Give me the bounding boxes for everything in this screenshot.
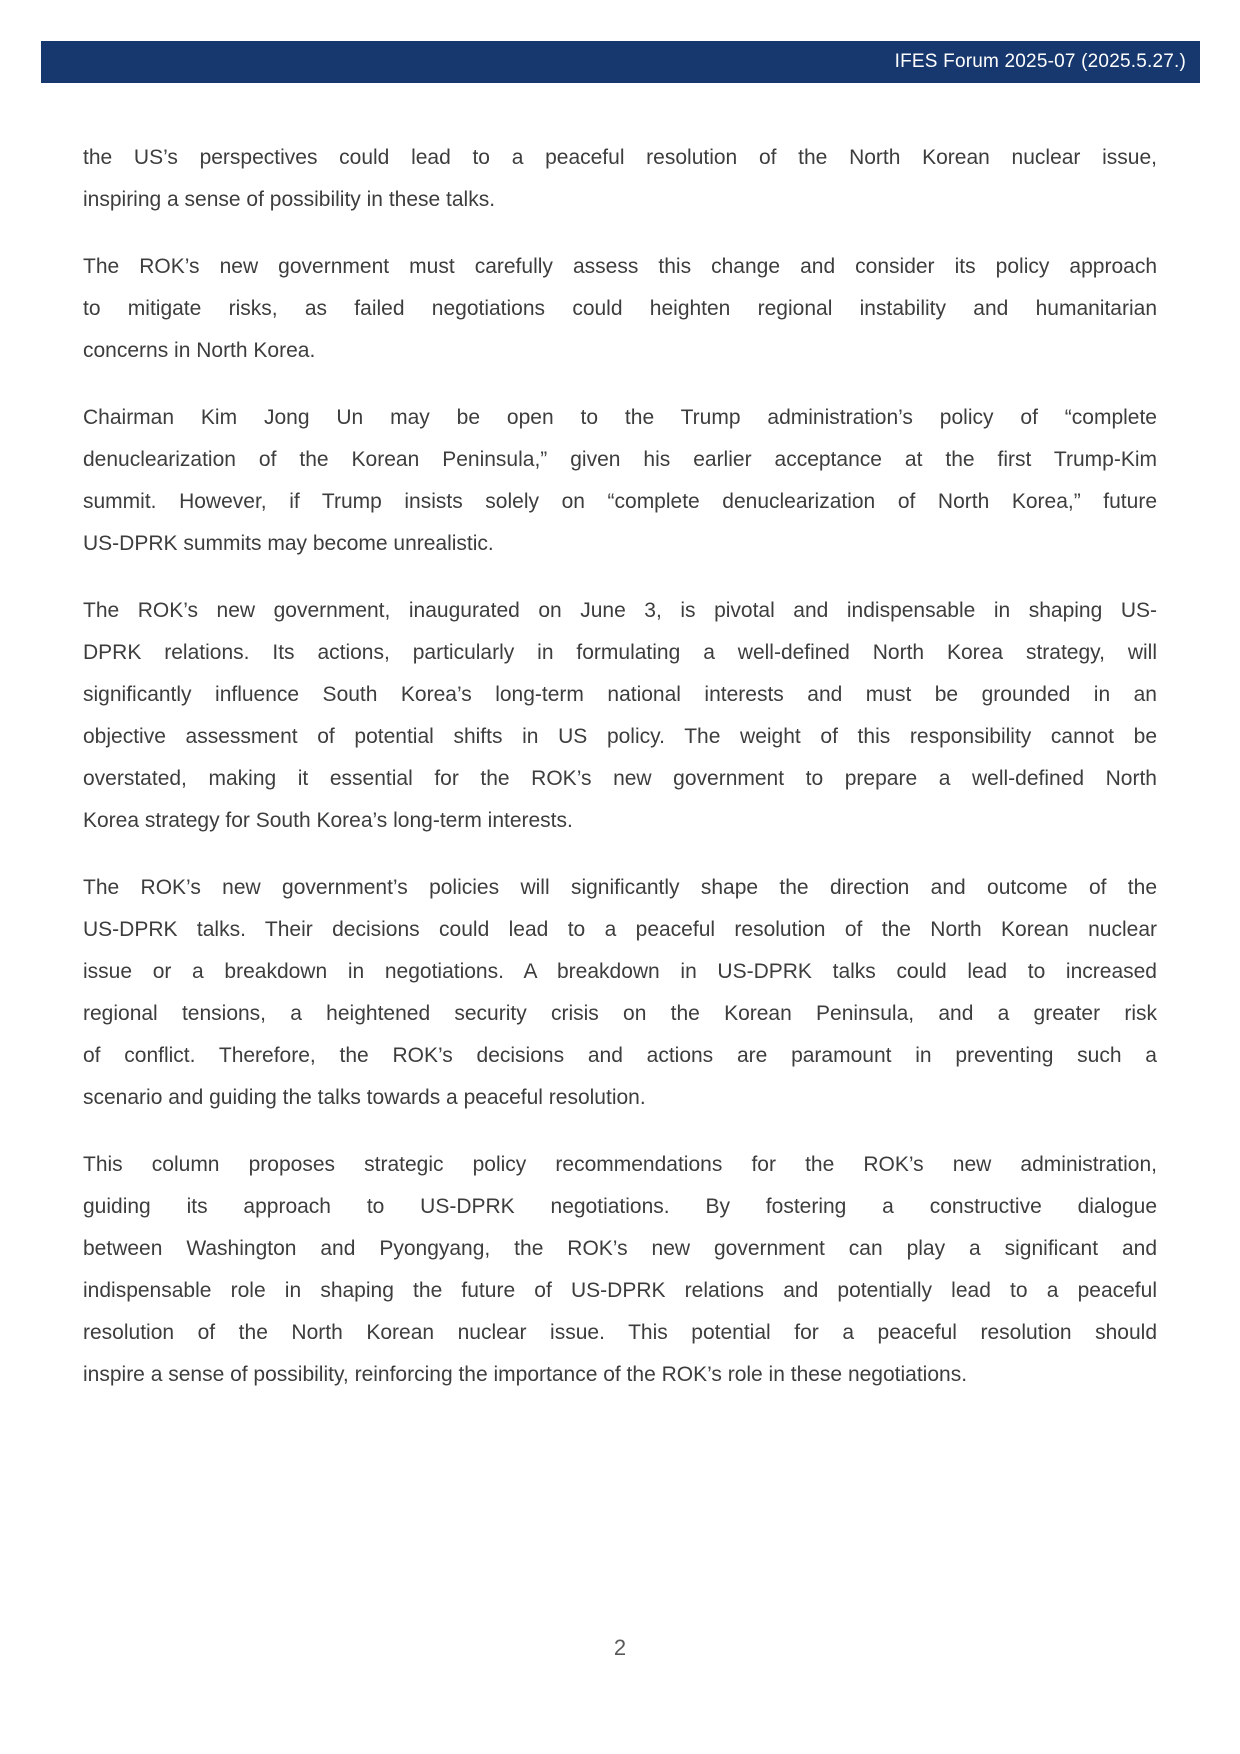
paragraph <box>83 397 1157 565</box>
text-line: Chairman Kim Jong Un may be open to the Trump administration’s policy of “complete <box>83 406 1157 429</box>
text-line: significantly influence South Korea’s long-term national interests and must be grounded in an <box>83 683 1157 706</box>
text-line: The ROK’s new government must carefully assess this change and consider its policy approach <box>83 255 1157 278</box>
document-body <box>83 137 1157 1421</box>
paragraph <box>83 137 1157 221</box>
text-line: US-DPRK talks. Their decisions could lead to a peaceful resolution of the North Korean nuclear <box>83 918 1157 941</box>
text-line: the US’s perspectives could lead to a peaceful resolution of the North Korean nuclear issue, <box>83 146 1157 169</box>
text-line: objective assessment of potential shifts in US policy. The weight of this responsibility cannot be <box>83 725 1157 748</box>
text-line: overstated, making it essential for the ROK’s new government to prepare a well-defined North <box>83 767 1157 790</box>
text-line: DPRK relations. Its actions, particularly in formulating a well-defined North Korea strategy, will <box>83 641 1157 664</box>
text-line: inspiring a sense of possibility in these talks. <box>83 188 496 211</box>
page-number: 2 <box>613 1635 627 1660</box>
text-line: concerns in North Korea. <box>83 339 316 362</box>
text-line: scenario and guiding the talks towards a peaceful resolution. <box>83 1086 646 1109</box>
text-line: indispensable role in shaping the future of US-DPRK relations and potentially lead to a peaceful <box>83 1279 1157 1302</box>
paragraph <box>83 1144 1157 1396</box>
text-line: denuclearization of the Korean Peninsula,” given his earlier acceptance at the first Trump-Kim <box>83 448 1157 471</box>
text-line: regional tensions, a heightened security crisis on the Korean Peninsula, and a greater risk <box>83 1002 1157 1025</box>
text-line: resolution of the North Korean nuclear issue. This potential for a peaceful resolution should <box>83 1321 1157 1344</box>
text-line: inspire a sense of possibility, reinforcing the importance of the ROK’s role in these negotiations. <box>83 1363 968 1386</box>
text-line: summit. However, if Trump insists solely on “complete denuclearization of North Korea,” future <box>83 490 1157 513</box>
text-line: to mitigate risks, as failed negotiations could heighten regional instability and humanitarian <box>83 297 1157 320</box>
paragraph <box>83 590 1157 842</box>
header-issue-label: IFES Forum 2025-07 (2025.5.27.) <box>894 51 1186 72</box>
paragraph <box>83 867 1157 1119</box>
text-line: of conflict. Therefore, the ROK’s decisions and actions are paramount in preventing such a <box>83 1044 1157 1067</box>
text-line: This column proposes strategic policy recommendations for the ROK’s new administration, <box>83 1153 1157 1176</box>
text-line: issue or a breakdown in negotiations. A breakdown in US-DPRK talks could lead to increased <box>83 960 1157 983</box>
text-line: between Washington and Pyongyang, the ROK’s new government can play a significant and <box>83 1237 1157 1260</box>
text-line: US-DPRK summits may become unrealistic. <box>83 532 494 555</box>
text-line: The ROK’s new government’s policies will significantly shape the direction and outcome of the <box>83 876 1157 899</box>
text-line: Korea strategy for South Korea’s long-term interests. <box>83 809 573 832</box>
text-line: guiding its approach to US-DPRK negotiations. By fostering a constructive dialogue <box>83 1195 1157 1218</box>
header-bar <box>41 41 1200 83</box>
text-line: The ROK’s new government, inaugurated on June 3, is pivotal and indispensable in shaping US- <box>83 599 1157 622</box>
paragraph <box>83 246 1157 372</box>
